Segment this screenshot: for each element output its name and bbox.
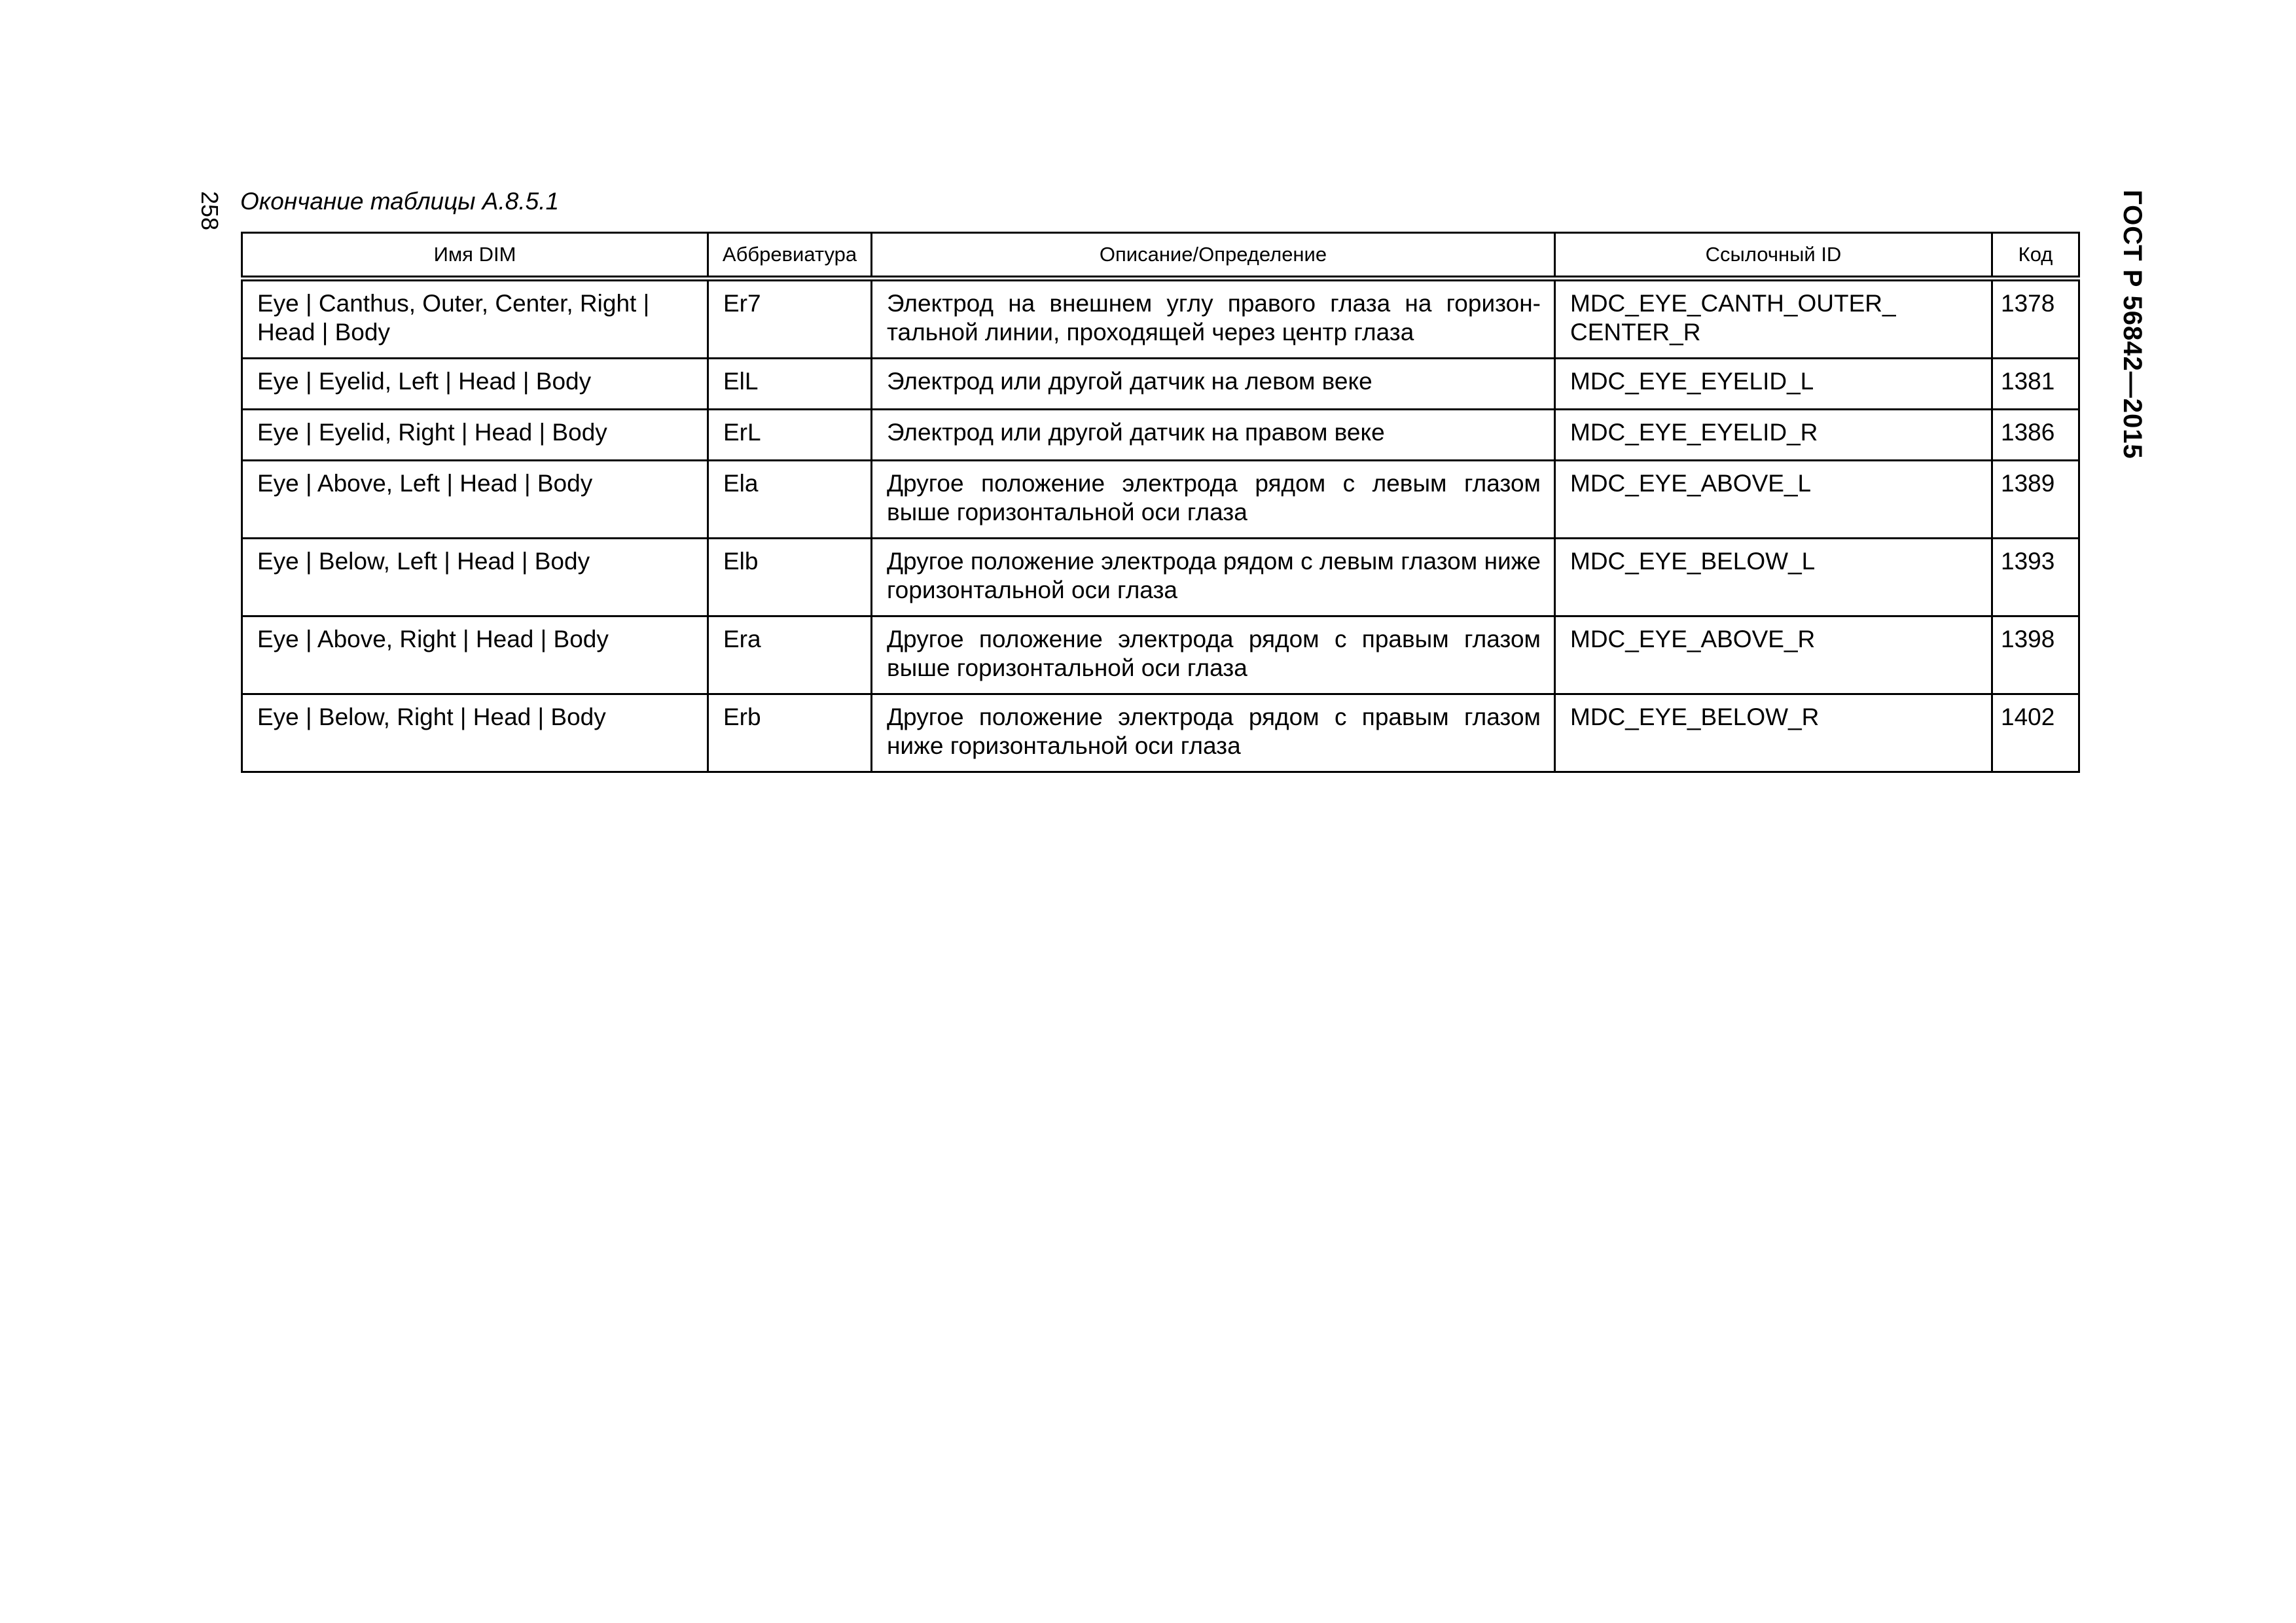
table-row — [242, 279, 2079, 359]
data-table — [241, 232, 2080, 773]
cell-reference-id: MDC_EYE_ABOVE_L — [1555, 461, 1992, 539]
cell-dim-name: Eye | Above, Left | Head | Body — [242, 461, 708, 539]
cell-abbreviation: Erb — [708, 694, 872, 772]
cell-code: 1381 — [1992, 359, 2079, 410]
cell-abbreviation: Er7 — [708, 279, 872, 359]
page-number: 258 — [196, 191, 223, 231]
cell-description: Электрод или другой датчик на левом веке — [872, 359, 1555, 410]
table-row — [242, 359, 2079, 410]
cell-description: Другое положение электрода рядом с правым глазом ниже горизонтальной оси глаза — [872, 694, 1555, 772]
cell-code: 1402 — [1992, 694, 2079, 772]
cell-reference-id: MDC_EYE_ABOVE_R — [1555, 616, 1992, 694]
cell-reference-id: MDC_EYE_EYELID_L — [1555, 359, 1992, 410]
header-dim-name: Имя DIM — [242, 233, 708, 279]
cell-abbreviation: Era — [708, 616, 872, 694]
cell-reference-id: MDC_EYE_BELOW_L — [1555, 539, 1992, 616]
cell-reference-id: MDC_EYE_BELOW_R — [1555, 694, 1992, 772]
cell-dim-name: Eye | Below, Left | Head | Body — [242, 539, 708, 616]
cell-description: Электрод на внешнем углу правого глаза на горизон-тальной линии, проходящей через центр глаза — [872, 279, 1555, 359]
table-row — [242, 461, 2079, 539]
cell-dim-name: Eye | Canthus, Outer, Center, Right | Head | Body — [242, 279, 708, 359]
cell-description: Электрод или другой датчик на правом веке — [872, 410, 1555, 461]
cell-description: Другое положение электрода рядом с левым глазом ниже горизонтальной оси глаза — [872, 539, 1555, 616]
header-code: Код — [1992, 233, 2079, 279]
header-abbreviation: Аббревиатура — [708, 233, 872, 279]
cell-reference-id: MDC_EYE_EYELID_R — [1555, 410, 1992, 461]
cell-dim-name: Eye | Below, Right | Head | Body — [242, 694, 708, 772]
cell-code: 1389 — [1992, 461, 2079, 539]
cell-abbreviation: ElL — [708, 359, 872, 410]
cell-dim-name: Eye | Above, Right | Head | Body — [242, 616, 708, 694]
table-body — [242, 279, 2079, 772]
cell-abbreviation: Ela — [708, 461, 872, 539]
cell-code: 1378 — [1992, 279, 2079, 359]
table-header — [242, 233, 2079, 279]
cell-description: Другое положение электрода рядом с правым глазом выше горизонтальной оси глаза — [872, 616, 1555, 694]
table-caption: Окончание таблицы А.8.5.1 — [240, 188, 560, 215]
cell-dim-name: Eye | Eyelid, Right | Head | Body — [242, 410, 708, 461]
cell-abbreviation: Elb — [708, 539, 872, 616]
cell-code: 1398 — [1992, 616, 2079, 694]
cell-dim-name: Eye | Eyelid, Left | Head | Body — [242, 359, 708, 410]
table-row — [242, 694, 2079, 772]
cell-abbreviation: ErL — [708, 410, 872, 461]
header-reference-id: Ссылочный ID — [1555, 233, 1992, 279]
header-row — [242, 233, 2079, 279]
document-id: ГОСТ Р 56842—2015 — [2118, 190, 2147, 459]
table-row — [242, 539, 2079, 616]
cell-code: 1386 — [1992, 410, 2079, 461]
cell-reference-id: MDC_EYE_CANTH_OUTER_ CENTER_R — [1555, 279, 1992, 359]
header-description: Описание/Определение — [872, 233, 1555, 279]
cell-code: 1393 — [1992, 539, 2079, 616]
table-row — [242, 616, 2079, 694]
table-row — [242, 410, 2079, 461]
cell-description: Другое положение электрода рядом с левым глазом выше горизонтальной оси глаза — [872, 461, 1555, 539]
